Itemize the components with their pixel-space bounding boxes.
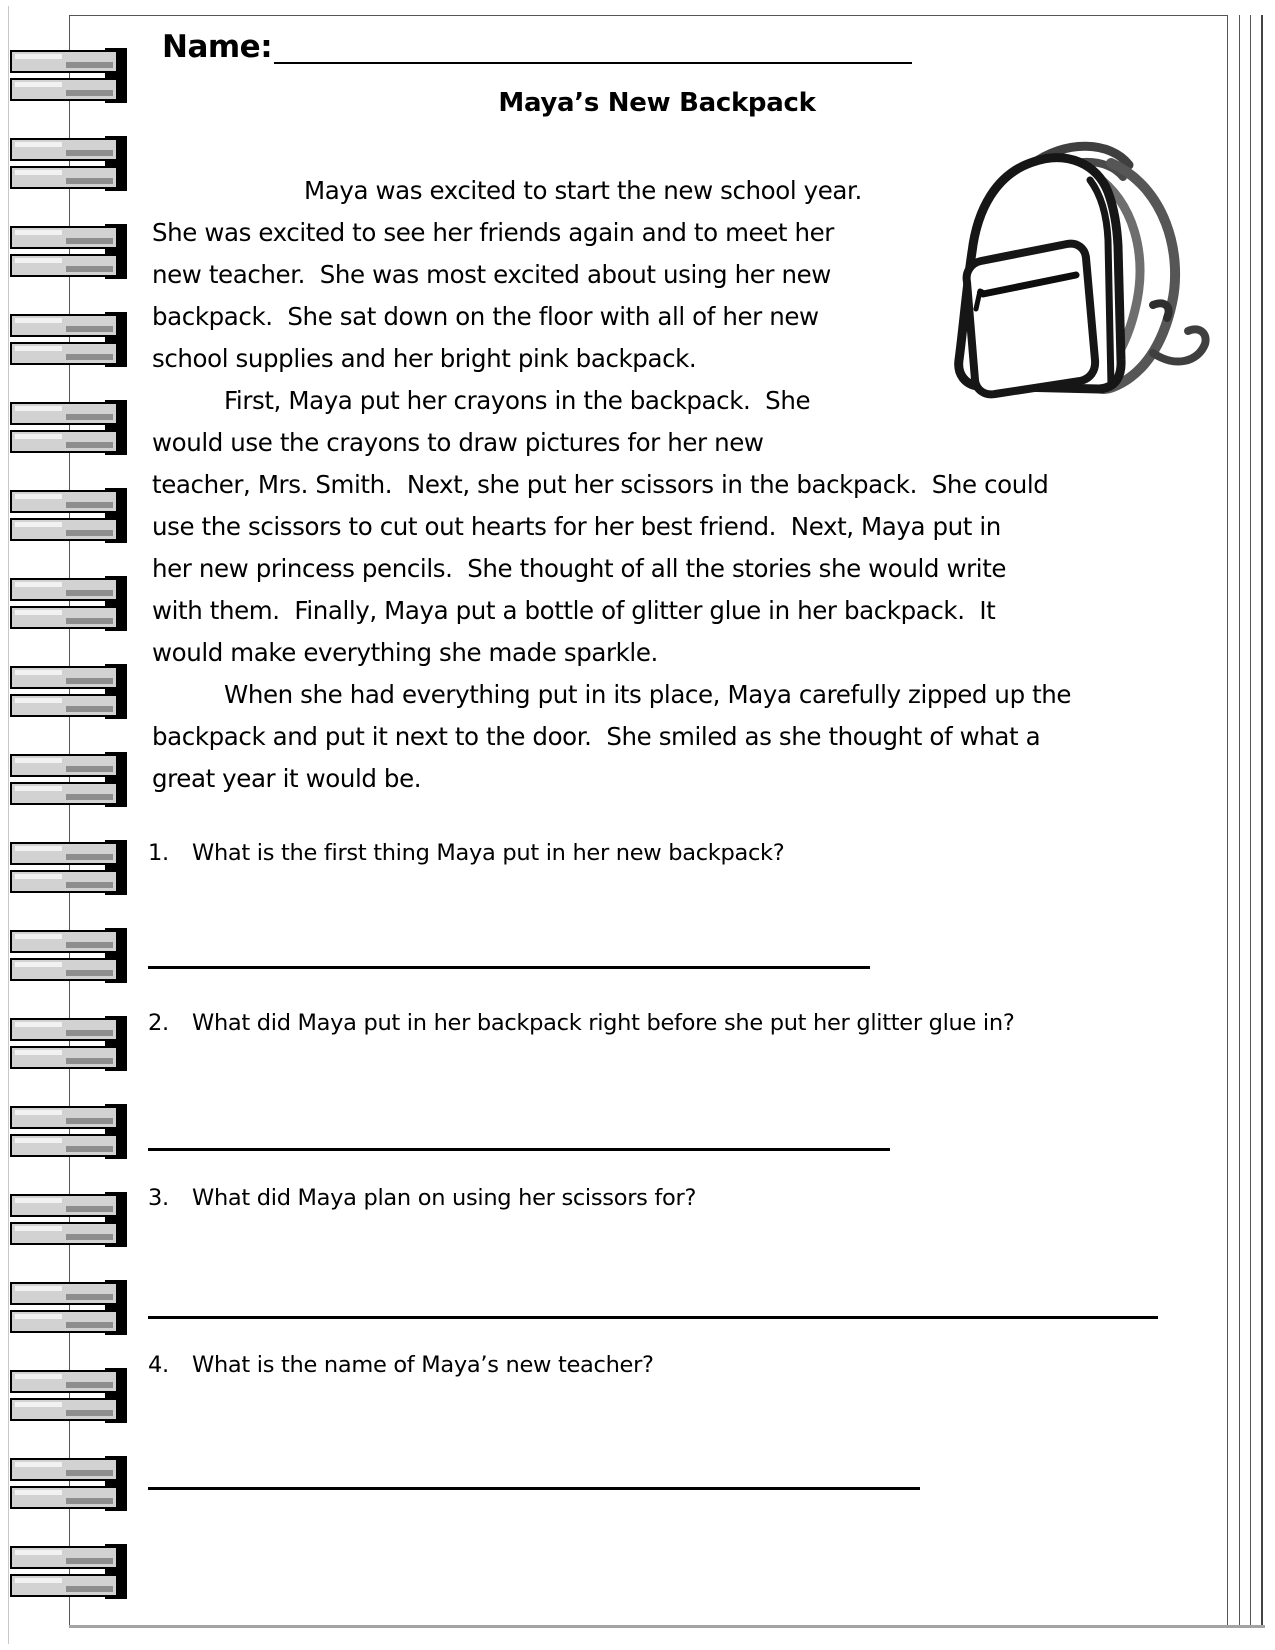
binding-bar-icon [10, 782, 118, 805]
story-line: with them. Finally, Maya put a bottle of glitter glue in her backpack. It [152, 596, 996, 625]
question-text: What did Maya put in her backpack right before she put her glitter glue in? [192, 1010, 1015, 1036]
page-edge-line [1261, 15, 1263, 1628]
question-2 [148, 1010, 1014, 1036]
binding-bar-icon [10, 342, 118, 365]
question-number: 2. [148, 1010, 169, 1036]
name-input-line[interactable] [274, 30, 912, 64]
name-row [162, 30, 912, 64]
spiral-binding-unit [8, 490, 135, 542]
binding-bar-icon [10, 226, 118, 249]
binding-bar-icon [10, 754, 118, 777]
story-line: would use the crayons to draw pictures for her new [152, 428, 764, 457]
binding-bar-icon [10, 1106, 118, 1129]
spiral-binding-unit [8, 402, 135, 454]
binding-bar-icon [10, 958, 118, 981]
spiral-binding-unit [8, 50, 135, 102]
story-line: school supplies and her bright pink backpack. [152, 344, 697, 373]
binding-bar-icon [10, 314, 118, 337]
page-edge-line [1227, 15, 1228, 1628]
spiral-binding-unit [8, 754, 135, 806]
binding-bar-icon [10, 254, 118, 277]
binding-bar-icon [10, 1458, 118, 1481]
binding-bar-icon [10, 1546, 118, 1569]
story-line: teacher, Mrs. Smith. Next, she put her scissors in the backpack. She could [152, 470, 1049, 499]
spiral-binding-unit [8, 226, 135, 278]
story-line: use the scissors to cut out hearts for her best friend. Next, Maya put in [152, 512, 1001, 541]
story-line: She was excited to see her friends again and to meet her [152, 218, 834, 247]
binding-bar-icon [10, 1222, 118, 1245]
question-1 [148, 840, 784, 866]
binding-bar-icon [10, 1486, 118, 1509]
question-number: 1. [148, 840, 169, 866]
spiral-binding-unit [8, 1370, 135, 1422]
spiral-binding-unit [8, 1282, 135, 1334]
story-line: Maya was excited to start the new school year. [304, 176, 862, 205]
spiral-binding-unit [8, 1018, 135, 1070]
spiral-binding-unit [8, 1458, 135, 1510]
binding-bar-icon [10, 430, 118, 453]
page-border-top [69, 15, 1227, 16]
story-line: backpack. She sat down on the floor with all of her new [152, 302, 819, 331]
binding-bar-icon [10, 930, 118, 953]
spiral-binding-unit [8, 1194, 135, 1246]
binding-bar-icon [10, 490, 118, 513]
binding-bar-icon [10, 842, 118, 865]
binding-bar-icon [10, 166, 118, 189]
name-label: Name: [162, 29, 273, 65]
question-4 [148, 1352, 654, 1378]
spiral-binding-unit [8, 666, 135, 718]
spiral-binding-unit [8, 1106, 135, 1158]
binding-bar-icon [10, 666, 118, 689]
story-text [152, 170, 1172, 800]
question-number: 4. [148, 1352, 169, 1378]
answer-line-3[interactable] [148, 1316, 1158, 1319]
binding-bar-icon [10, 1310, 118, 1333]
spiral-binding-unit [8, 842, 135, 894]
page-title: Maya’s New Backpack [498, 88, 816, 118]
question-text: What is the first thing Maya put in her new backpack? [192, 840, 785, 866]
answer-line-2[interactable] [148, 1148, 890, 1151]
binding-bar-icon [10, 694, 118, 717]
binding-bar-icon [10, 518, 118, 541]
story-line: First, Maya put her crayons in the backpack. She [224, 386, 811, 415]
binding-bar-icon [10, 138, 118, 161]
question-text: What is the name of Maya’s new teacher? [192, 1352, 654, 1378]
answer-line-1[interactable] [148, 966, 870, 969]
question-3 [148, 1185, 696, 1211]
story-line: would make everything she made sparkle. [152, 638, 658, 667]
page-border-bottom [69, 1625, 1265, 1628]
binding-bar-icon [10, 1574, 118, 1597]
page-edge-line [1239, 15, 1240, 1628]
binding-bar-icon [10, 1134, 118, 1157]
story-line: great year it would be. [152, 764, 422, 793]
binding-bar-icon [10, 1370, 118, 1393]
question-number: 3. [148, 1185, 169, 1211]
binding-bar-icon [10, 1018, 118, 1041]
binding-bar-icon [10, 50, 118, 73]
spiral-binding-unit [8, 930, 135, 982]
binding-bar-icon [10, 78, 118, 101]
story-line: When she had everything put in its place, Maya carefully zipped up the [224, 680, 1072, 709]
story-line: her new princess pencils. She thought of all the stories she would write [152, 554, 1007, 583]
binding-bar-icon [10, 1046, 118, 1069]
page-edge-line [1250, 15, 1251, 1628]
binding-bar-icon [10, 870, 118, 893]
binding-bar-icon [10, 1398, 118, 1421]
spiral-binding-unit [8, 138, 135, 190]
answer-line-4[interactable] [148, 1487, 920, 1490]
spiral-binding-unit [8, 578, 135, 630]
spiral-binding-unit [8, 1546, 135, 1598]
binding-bar-icon [10, 606, 118, 629]
story-line: new teacher. She was most excited about using her new [152, 260, 831, 289]
binding-bar-icon [10, 578, 118, 601]
spiral-binding-unit [8, 314, 135, 366]
story-line: backpack and put it next to the door. She smiled as she thought of what a [152, 722, 1041, 751]
binding-bar-icon [10, 402, 118, 425]
question-text: What did Maya plan on using her scissors for? [192, 1185, 697, 1211]
binding-bar-icon [10, 1194, 118, 1217]
binding-bar-icon [10, 1282, 118, 1305]
